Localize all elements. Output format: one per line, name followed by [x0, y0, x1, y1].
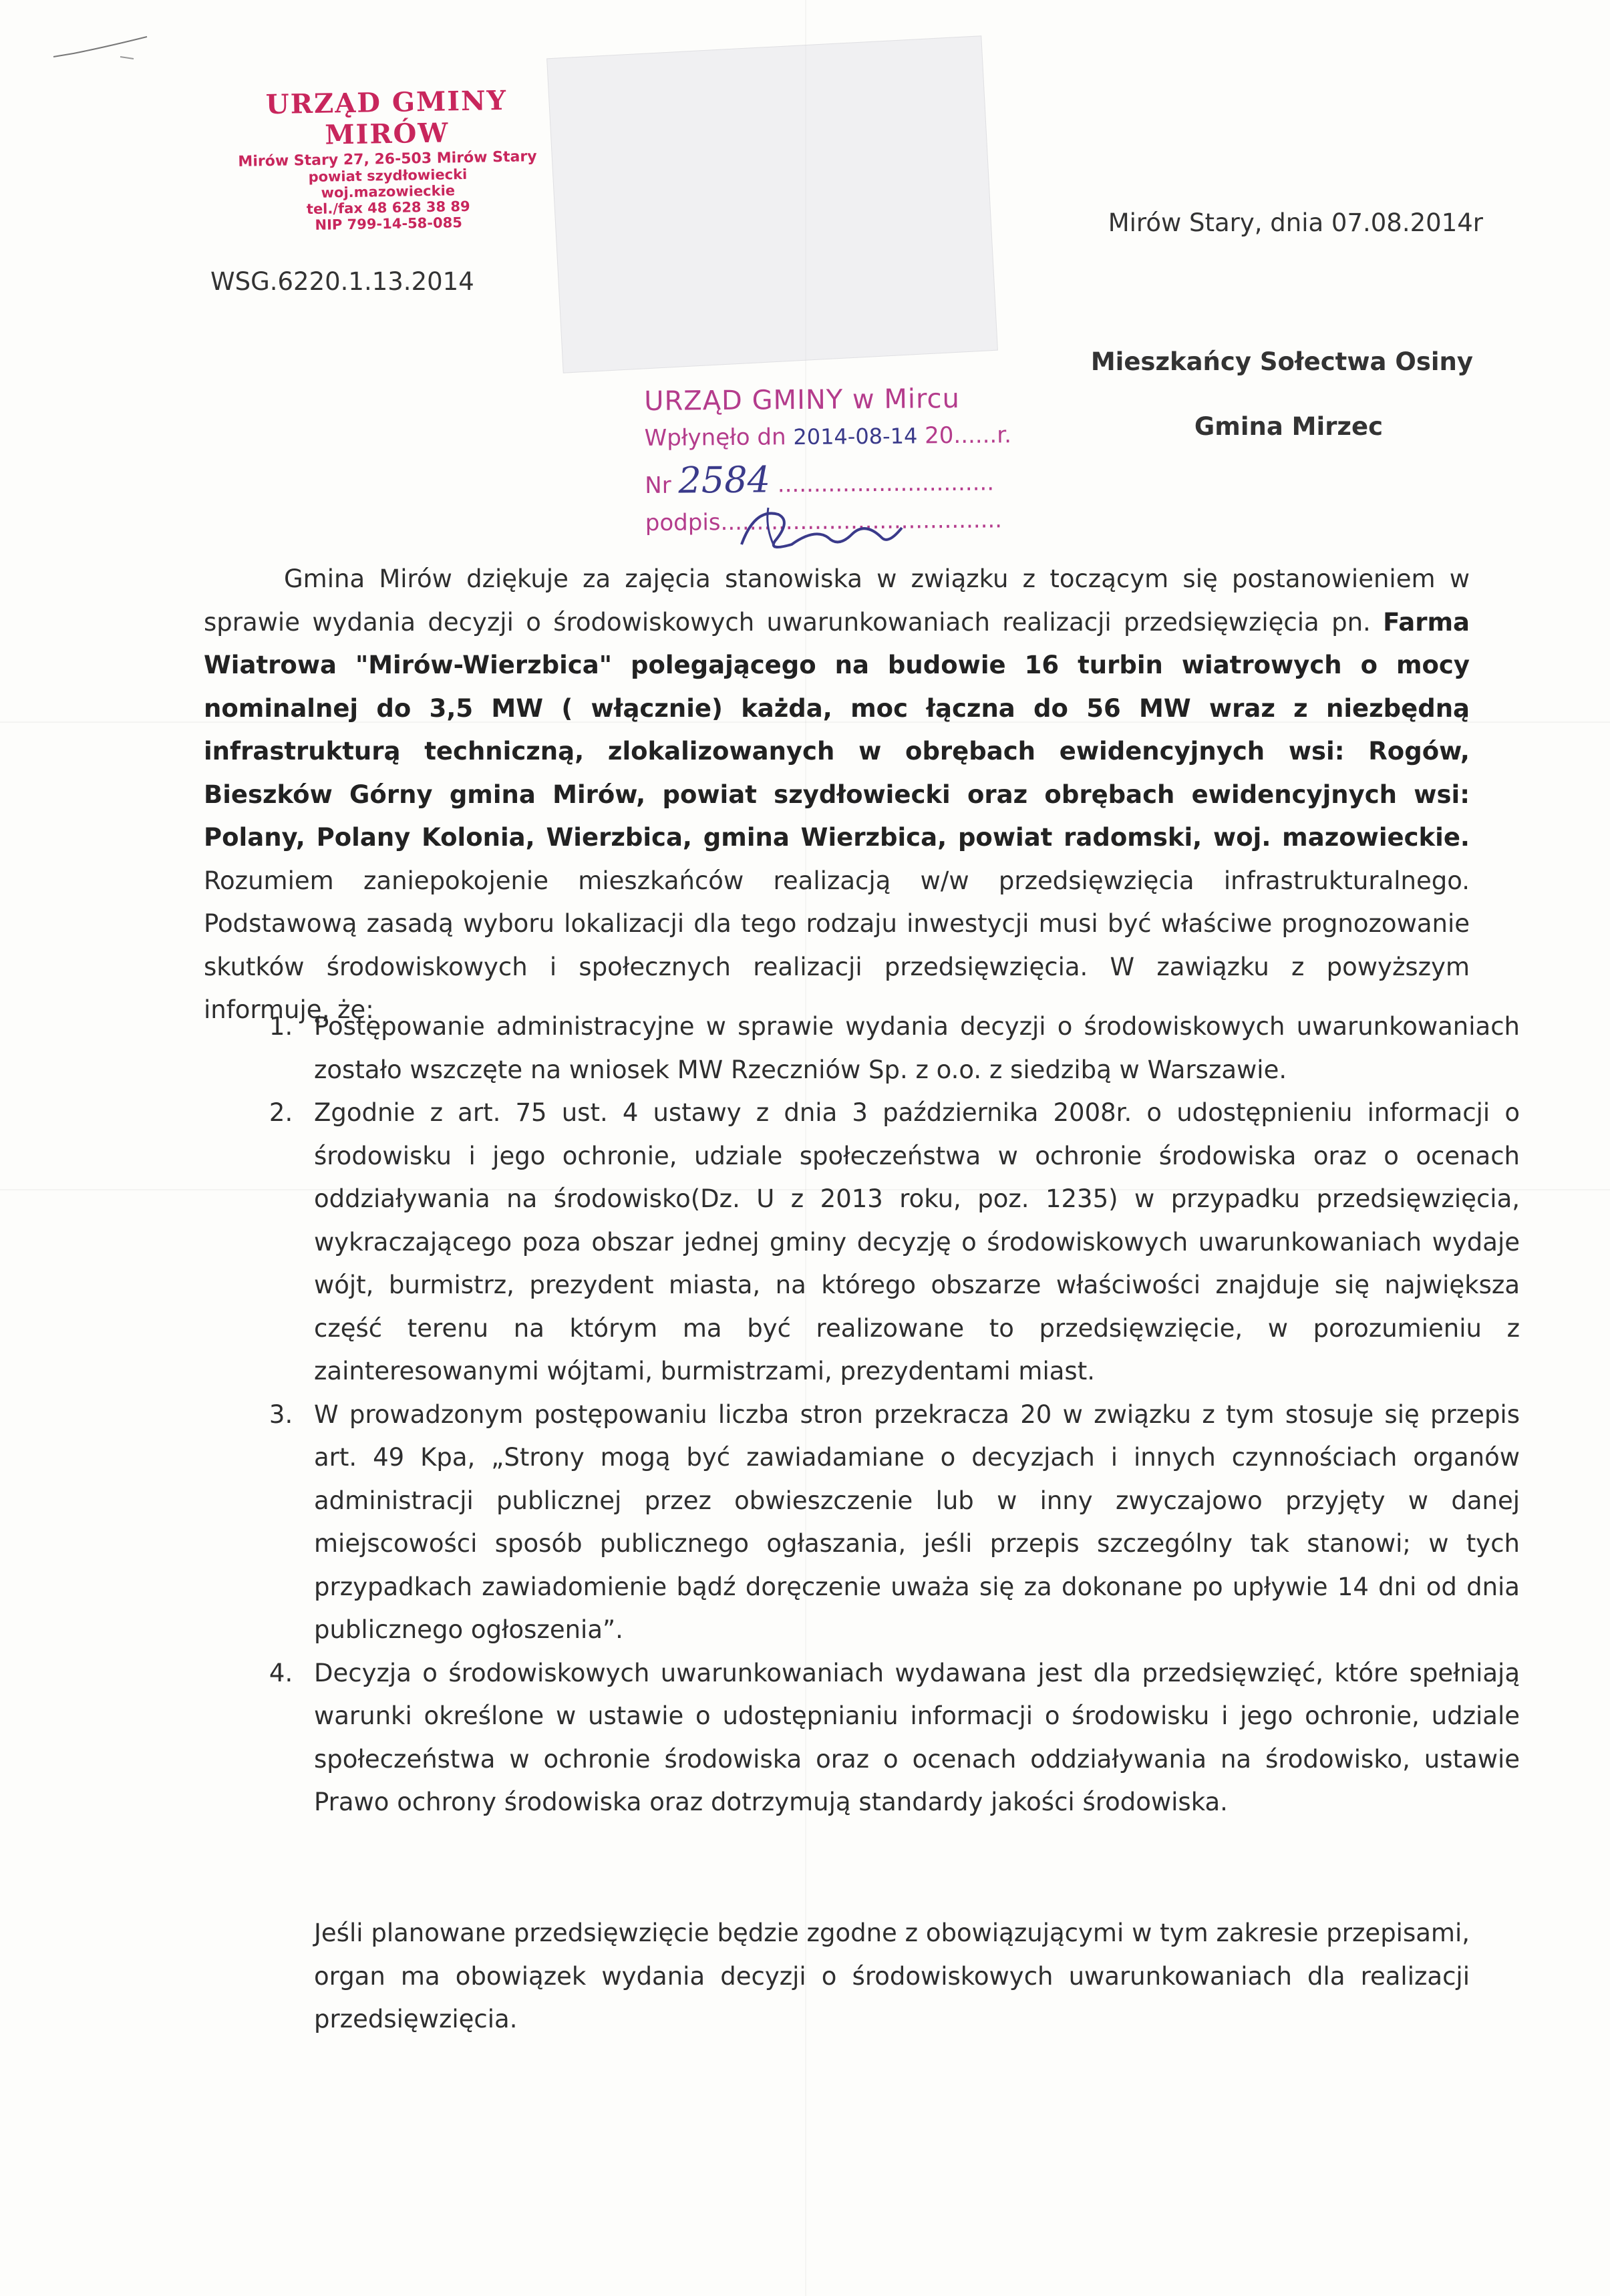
- stamp-line: NIP 799-14-58-085: [315, 214, 463, 233]
- stamp-line: Mirów Stary 27, 26-503 Mirów Stary: [238, 148, 537, 170]
- list-item: 3. W prowadzonym postępowaniu liczba stron przekracza 20 w związku z tym stosuje się przepis art. 49 Kpa, „Strony mogą być zawiadamiane o decyzjach i innych czynnościach organów administracji publicznej przez obwieszczenie lub w inny zwyczajowo przyjęty w danej miejscowości sposób publicznego ogłaszania, jeśli przepis szczególny tak stanowi; w tych przypadkach zawiadomienie bądź doręczenie uważa się za dokonane po upływie 14 dni od dnia publicznego ogłoszenia”.: [301, 1393, 1520, 1652]
- received-date-line: [645, 421, 1112, 452]
- number-line: Nr 2584 ..............................: [645, 458, 995, 502]
- project-name: Farma Wiatrowa "Mirów-Wierzbica" polegającego na budowie 16 turbin wiatrowych o mocy nominalnej do 3,5 MW ( włącznie) każda, moc łączna do 56 MW wraz z niezbędną infrastrukturą techniczną, zlokalizowanych w obrębach ewidencyjnych wsi: Rogów, Bieszków Górny gmina Mirów, powiat szydłowiecki oraz obrębach ewidencyjnych wsi: Polany, Polany Kolonia, Wierzbica, gmina Wierzbica, powiat radomski, woj. mazowieckie.: [204, 607, 1470, 852]
- signature-label: podpis: [645, 509, 721, 537]
- number-value: 2584: [678, 458, 771, 502]
- handwritten-signature: [728, 481, 915, 568]
- point4-extra-paragraph: Jeśli planowane przedsięwzięcie będzie zgodne z obowiązującymi w tym zakresie przepisami, organ ma obowiązek wydania decyzji o środowiskowych uwarunkowaniach dla realizacji przedsięwzięcia.: [314, 1919, 1470, 2033]
- received-stamp-title: URZĄD GMINY w Mircu: [644, 383, 961, 418]
- letter-body: [204, 558, 1470, 1032]
- intro-text-cont: Rozumiem zaniepokojenie mieszkańców realizacją w/w przedsięwzięcia infrastrukturalnego. Podstawową zasadą wyboru lokalizacji dla tego rodzaju inwestycji musi być właściwe prognozowanie skutków środowiskowych i społecznych realizacji przedsięwzięcia. W zawiązku z powyższym informuję, że:: [204, 866, 1470, 1024]
- pen-mark: [47, 27, 174, 67]
- letter-date: Mirów Stary, dnia 07.08.2014r: [1108, 208, 1483, 237]
- addressee-line: Gmina Mirzec: [1194, 412, 1383, 441]
- received-label: Wpłynęło dn: [644, 424, 786, 452]
- received-date: 2014-08-14: [793, 423, 918, 450]
- stamp-line: tel./fax 48 628 38 89: [306, 198, 470, 218]
- office-stamp: [199, 84, 576, 235]
- received-suffix: 20......r.: [924, 422, 1012, 450]
- list-item: 1. Postępowanie administracyjne w sprawie wydania decyzji o środowiskowych uwarunkowaniach zostało wszczęte na wniosek MW Rzeczniów Sp. z o.o. z siedzibą w Warszawie.: [301, 1005, 1520, 1092]
- number-label: Nr: [645, 472, 671, 500]
- addressee: [1091, 347, 1473, 441]
- stamp-line: woj.mazowieckie: [321, 182, 456, 201]
- intro-paragraph: [204, 558, 1470, 1032]
- adhesive-tape: [546, 35, 998, 373]
- stamp-line: URZĄD GMINY MIRÓW: [265, 84, 508, 151]
- numbered-list: [251, 1005, 1520, 1824]
- reference-number: WSG.6220.1.13.2014: [210, 267, 474, 296]
- stamp-line: powiat szydłowiecki: [308, 166, 468, 186]
- addressee-line: Mieszkańcy Sołectwa Osiny: [1090, 347, 1473, 376]
- signature-line: podpis.......................................: [645, 506, 1003, 537]
- list-item: 2. Zgodnie z art. 75 ust. 4 ustawy z dnia 3 października 2008r. o udostępnieniu informacji o środowisku i jego ochronie, udziale społeczeństwa w ochronie środowiska oraz o ocenach oddziaływania na środowisko(Dz. U z 2013 roku, poz. 1235) w przypadku przedsięwzięcia, wykraczającego poza obszar jednej gminy decyzję o środowiskowych uwarunkowaniach wydaje wójt, burmistrz, prezydent miasta, na którego obszarze właściwości znajduje się największa część terenu na którym ma być realizowane to przedsięwzięcie, w porozumieniu z zainteresowanymi wójtami, burmistrzami, prezydentami miast.: [301, 1092, 1520, 1393]
- intro-text: Gmina Mirów dziękuje za zajęcia stanowiska w związku z toczącym się postanowieniem w sprawie wydania decyzji o środowiskowych uwarunkowaniach realizacji przedsięwzięcia pn.: [204, 564, 1470, 637]
- list-item: 4. Decyzja o środowiskowych uwarunkowaniach wydawana jest dla przedsięwzięć, które spełniają warunki określone w ustawie o udostępnianiu informacji o środowisku i jego ochronie, udziale społeczeństwa w ochronie środowiska oraz o ocenach oddziaływania na środowisko, ustawie Prawo ochrony środowiska oraz dotrzymują standardy jakości środowiska.: [301, 1652, 1520, 1824]
